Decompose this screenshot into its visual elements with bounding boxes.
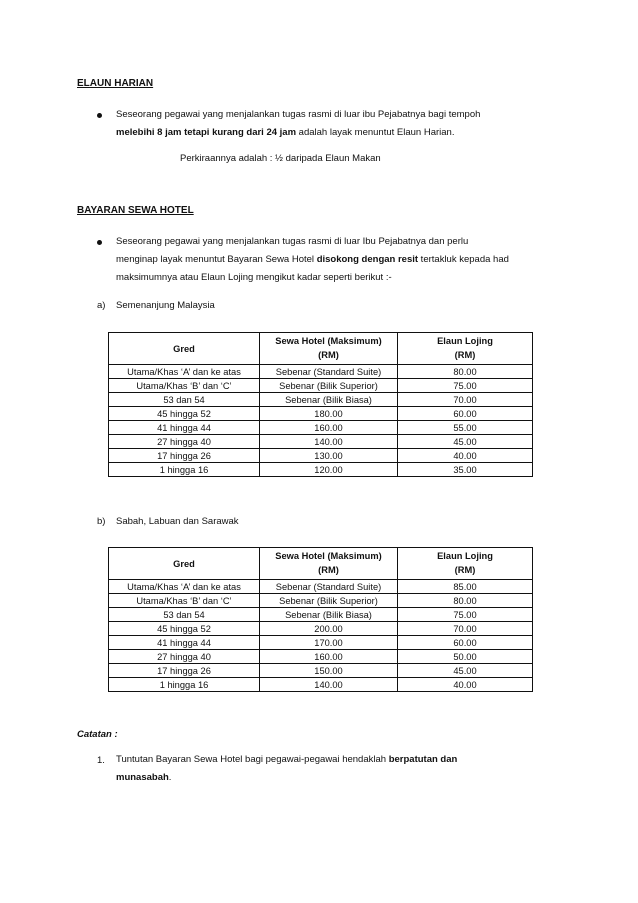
cell-gred: 17 hingga 26: [109, 449, 260, 463]
cell-sewa: 120.00: [260, 463, 398, 477]
paragraph-line: [116, 251, 509, 269]
cell-gred: 45 hingga 52: [109, 622, 260, 636]
paragraph-text: adalah layak menuntut Elaun Harian.: [296, 127, 455, 138]
table-row: [109, 678, 533, 692]
cell-lojing: 60.00: [398, 407, 533, 421]
cell-sewa: Sebenar (Bilik Superior): [260, 379, 398, 393]
list-label-a: a): [97, 300, 106, 311]
bold-text: disokong dengan resit: [316, 254, 419, 265]
cell-sewa: 170.00: [260, 636, 398, 650]
cell-lojing: 35.00: [398, 463, 533, 477]
bold-text: melebihi 8 jam tetapi kurang dari 24 jam: [116, 127, 297, 138]
column-header-gred: Gred: [109, 333, 260, 365]
paragraph-line: Seseorang pegawai yang menjalankan tugas rasmi di luar ibu Pejabatnya bagi tempoh: [116, 109, 481, 120]
cell-gred: 53 dan 54: [109, 608, 260, 622]
table-row: [109, 435, 533, 449]
paragraph-text: menginap layak menuntut Bayaran Sewa Hotel: [116, 254, 317, 265]
bullet-icon: [97, 240, 102, 245]
cell-sewa: 200.00: [260, 622, 398, 636]
cell-sewa: 150.00: [260, 664, 398, 678]
cell-sewa: Sebenar (Standard Suite): [260, 365, 398, 379]
elaun-harian-estimate: Perkiraannya adalah : ½ daripada Elaun Makan: [180, 153, 381, 164]
column-header-elaun-lojing: [398, 548, 533, 580]
column-header-sewa-hotel: [260, 548, 398, 580]
table-row: [109, 463, 533, 477]
cell-sewa: 140.00: [260, 678, 398, 692]
cell-gred: Utama/Khas ‘B’ dan ‘C’: [109, 594, 260, 608]
paragraph-text: Tuntutan Bayaran Sewa Hotel bagi pegawai-pegawai hendaklah: [116, 754, 389, 765]
cell-lojing: 70.00: [398, 622, 533, 636]
cell-gred: 41 hingga 44: [109, 421, 260, 435]
table-row: [109, 407, 533, 421]
table-row: [109, 421, 533, 435]
cell-lojing: 60.00: [398, 636, 533, 650]
cell-gred: Utama/Khas ‘A’ dan ke atas: [109, 365, 260, 379]
cell-gred: 41 hingga 44: [109, 636, 260, 650]
table-row: [109, 608, 533, 622]
cell-sewa: 130.00: [260, 449, 398, 463]
bold-text: berpatutan dan: [388, 754, 458, 765]
column-header-sewa-hotel: [260, 333, 398, 365]
catatan-paragraph: [116, 751, 457, 787]
cell-sewa: Sebenar (Bilik Superior): [260, 594, 398, 608]
sabah-title: Sabah, Labuan dan Sarawak: [116, 516, 239, 527]
cell-sewa: 160.00: [260, 650, 398, 664]
cell-sewa: Sebenar (Bilik Biasa): [260, 393, 398, 407]
cell-sewa: 180.00: [260, 407, 398, 421]
sabah-rates-table: [108, 547, 533, 692]
table-row: [109, 379, 533, 393]
cell-sewa: 140.00: [260, 435, 398, 449]
bullet-icon: [97, 113, 102, 118]
cell-sewa: Sebenar (Standard Suite): [260, 580, 398, 594]
header-line: Elaun Lojing: [437, 551, 493, 561]
table-row: [109, 650, 533, 664]
cell-gred: 1 hingga 16: [109, 463, 260, 477]
cell-lojing: 75.00: [398, 379, 533, 393]
cell-sewa: Sebenar (Bilik Biasa): [260, 608, 398, 622]
list-label-b: b): [97, 516, 106, 527]
cell-lojing: 40.00: [398, 449, 533, 463]
cell-lojing: 85.00: [398, 580, 533, 594]
catatan-title: Catatan :: [77, 729, 118, 740]
cell-gred: Utama/Khas ‘B’ dan ‘C’: [109, 379, 260, 393]
cell-lojing: 55.00: [398, 421, 533, 435]
cell-gred: 1 hingga 16: [109, 678, 260, 692]
cell-lojing: 70.00: [398, 393, 533, 407]
header-line: (RM): [318, 350, 339, 360]
cell-gred: 45 hingga 52: [109, 407, 260, 421]
paragraph-text: tertakluk kepada had: [418, 254, 509, 265]
column-header-elaun-lojing: [398, 333, 533, 365]
table-row: [109, 636, 533, 650]
header-line: (RM): [454, 350, 476, 360]
cell-gred: 17 hingga 26: [109, 664, 260, 678]
cell-lojing: 45.00: [398, 435, 533, 449]
table-row: [109, 580, 533, 594]
cell-lojing: 75.00: [398, 608, 533, 622]
section-heading-elaun-harian: ELAUN HARIAN: [77, 78, 154, 89]
cell-lojing: 40.00: [398, 678, 533, 692]
note-number: 1.: [97, 755, 105, 766]
sewa-hotel-paragraph: [116, 233, 509, 287]
header-line: (RM): [454, 565, 476, 575]
column-header-gred: Gred: [109, 548, 260, 580]
cell-gred: 27 hingga 40: [109, 650, 260, 664]
table-row: [109, 622, 533, 636]
cell-gred: 53 dan 54: [109, 393, 260, 407]
elaun-harian-paragraph: [116, 106, 480, 142]
cell-gred: 27 hingga 40: [109, 435, 260, 449]
cell-lojing: 80.00: [398, 594, 533, 608]
cell-gred: Utama/Khas ‘A’ dan ke atas: [109, 580, 260, 594]
table-row: [109, 664, 533, 678]
paragraph-line: [116, 769, 457, 787]
semenanjung-title: Semenanjung Malaysia: [116, 300, 215, 311]
table-row: [109, 449, 533, 463]
section-heading-sewa-hotel: BAYARAN SEWA HOTEL: [77, 205, 194, 216]
paragraph-line: maksimumnya atau Elaun Lojing mengikut kadar seperti berikut :-: [116, 272, 392, 283]
paragraph-line: [116, 124, 480, 142]
cell-lojing: 80.00: [398, 365, 533, 379]
header-line: (RM): [318, 565, 339, 575]
table-row: [109, 393, 533, 407]
table-header-row: [109, 333, 533, 365]
semenanjung-rates-table: [108, 332, 533, 477]
paragraph-line: [116, 751, 457, 769]
table-row: [109, 594, 533, 608]
header-line: Sewa Hotel (Maksimum): [275, 551, 382, 561]
table-header-row: [109, 548, 533, 580]
cell-lojing: 45.00: [398, 664, 533, 678]
paragraph-line: Seseorang pegawai yang menjalankan tugas rasmi di luar Ibu Pejabatnya dan perlu: [116, 236, 469, 247]
header-line: Elaun Lojing: [437, 336, 493, 346]
cell-lojing: 50.00: [398, 650, 533, 664]
bold-text: munasabah: [116, 772, 169, 783]
cell-sewa: 160.00: [260, 421, 398, 435]
paragraph-text: .: [168, 772, 172, 783]
header-line: Sewa Hotel (Maksimum): [275, 336, 382, 346]
table-row: [109, 365, 533, 379]
